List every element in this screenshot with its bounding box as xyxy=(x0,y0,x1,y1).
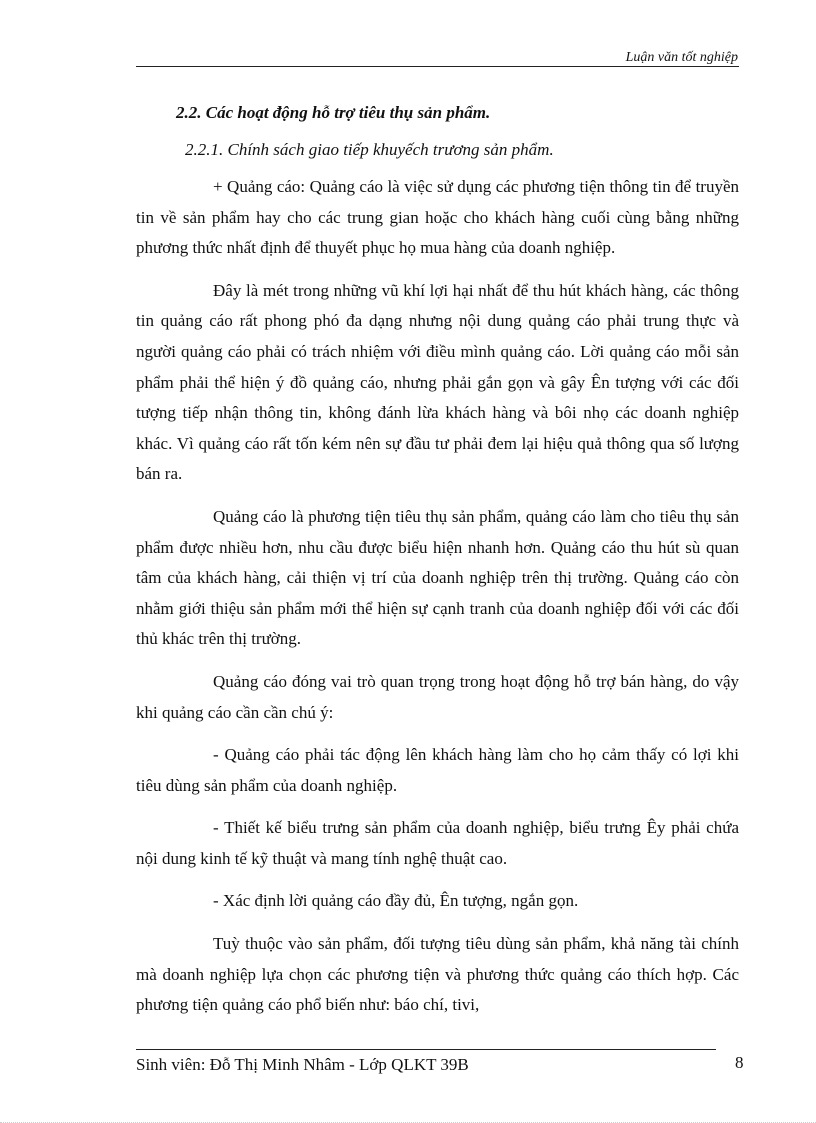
paragraph-advertising-media: Tuỳ thuộc vào sản phẩm, đối tượng tiêu dùng sản phẩm, khả năng tài chính mà doanh nghiệp lựa chọn các phương tiện và phương thức quảng cáo thích hợp. Các phương tiện quảng cáo phổ biến như: báo chí, tivi, xyxy=(136,934,739,1015)
page-number: 8 xyxy=(735,1053,744,1072)
subsection-title: 2.2.1. Chính sách giao tiếp khuyếch trương sản phẩm. xyxy=(185,140,554,159)
list-item: - Xác định lời quảng cáo đầy đủ, Ên tượng, ngắn gọn. xyxy=(213,891,579,911)
header-rule xyxy=(136,66,739,67)
footer-rule xyxy=(136,1049,716,1050)
paragraph-advertising-role: Quảng cáo là phương tiện tiêu thụ sản phẩm, quảng cáo làm cho tiêu thụ sản phẩm được nhiều hơn, nhu cầu được biểu hiện nhanh hơn. Quảng cáo thu hút sù quan tâm của khách hàng, cải thiện vị trí của doanh nghiệp trên thị trường. Quảng cáo còn nhằm giới thiệu sản phẩm mới thể hiện sự cạnh tranh của doanh nghiệp đối với các đối thủ khác trên thị trường. xyxy=(136,506,739,649)
body-text xyxy=(136,172,739,1033)
running-header: Luận văn tốt nghiệp xyxy=(625,50,738,65)
paragraph-advertising-weapon: Đây là mét trong những vũ khí lợi hại nhất để thu hút khách hàng, các thông tin quảng cáo rất phong phó đa dạng nhưng nội dung quảng cáo phải trung thực và người quảng cáo phải có trách nhiệm với điều mình quảng cáo. Lời quảng cáo mỗi sản phẩm phải thể hiện ý đồ quảng cáo, nhưng phải gắn gọn và gây Ên tượng với các đối tượng tiếp nhận thông tin, không đánh lừa khách hàng và bôi nhọ các doanh nghiệp khác. Vì quảng cáo rất tốn kém nên sự đầu tư phải đem lại hiệu quả thông qua số lượng bán ra. xyxy=(136,280,739,484)
list-item: - Thiết kế biểu trưng sản phẩm của doanh nghiệp, biểu trưng Êy phải chứa nội dung kinh tế kỹ thuật và mang tính nghệ thuật cao. xyxy=(136,818,739,868)
section-title: 2.2. Các hoạt động hỗ trợ tiêu thụ sản phẩm. xyxy=(176,103,491,122)
footer-author: Sinh viên: Đỗ Thị Minh Nhâm - Lớp QLKT 39B xyxy=(136,1055,469,1074)
paragraph-advertising-definition: + Quảng cáo: Quảng cáo là việc sử dụng các phương tiện thông tin để truyền tin về sản phẩm hay cho các trung gian hoặc cho khách hàng cuối cùng bằng những phương thức nhất định để thuyết phục họ mua hàng của doanh nghiệp. xyxy=(136,177,739,258)
list-item: - Quảng cáo phải tác động lên khách hàng làm cho họ cảm thấy có lợi khi tiêu dùng sản phẩm của doanh nghiệp. xyxy=(136,745,739,795)
paragraph-advertising-notes: Quảng cáo đóng vai trò quan trọng trong hoạt động hỗ trợ bán hàng, do vậy khi quảng cáo cần cần chú ý: xyxy=(136,671,739,722)
